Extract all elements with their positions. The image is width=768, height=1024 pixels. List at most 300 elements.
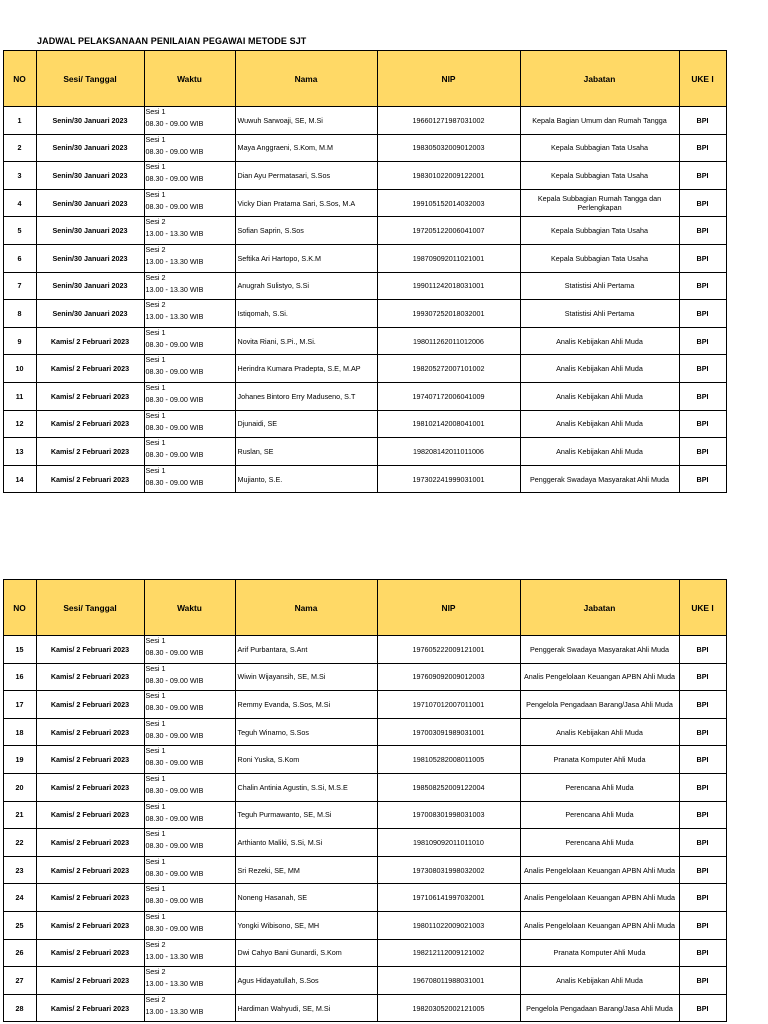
- cell-sesi-tanggal: Senin/30 Januari 2023: [36, 189, 144, 217]
- cell-nip: 196601271987031002: [377, 107, 520, 135]
- cell-waktu: [144, 244, 235, 272]
- cell-nip: 197205122006041007: [377, 217, 520, 245]
- cell-uke: BPI: [679, 410, 726, 438]
- cell-sesi-tanggal: Kamis/ 2 Februari 2023: [36, 967, 144, 995]
- cell-waktu: [144, 691, 235, 719]
- cell-no: 15: [3, 636, 36, 664]
- cell-nip: 198305032009012003: [377, 134, 520, 162]
- cell-nama: Novita Riani, S.Pi., M.Si.: [235, 327, 377, 355]
- table-row: [0, 663, 726, 691]
- time-range: 08.30 - 09.00 WIB: [145, 339, 204, 349]
- cell-no: 5: [3, 217, 36, 245]
- cell-jabatan: Analis Kebijakan Ahli Muda: [520, 410, 679, 438]
- cell-sesi-tanggal: Kamis/ 2 Februari 2023: [36, 465, 144, 493]
- cell-nip: 198105282008011005: [377, 746, 520, 774]
- cell-nip: 197107012007011001: [377, 691, 520, 719]
- cell-uke: BPI: [679, 829, 726, 857]
- cell-nama: Dwi Cahyo Bani Gunardi, S.Kom: [235, 939, 377, 967]
- time-range: 08.30 - 09.00 WIB: [145, 758, 204, 768]
- sesi-label: Sesi 1: [145, 691, 166, 701]
- cell-uke: BPI: [679, 300, 726, 328]
- cell-waktu: [144, 107, 235, 135]
- sesi-label: Sesi 2: [145, 300, 166, 310]
- cell-waktu: [144, 327, 235, 355]
- cell-nip: 198205272007101002: [377, 355, 520, 383]
- cell-waktu: [144, 829, 235, 857]
- time-range: 08.30 - 09.00 WIB: [145, 841, 204, 851]
- cell-no: 20: [3, 773, 36, 801]
- cell-sesi-tanggal: Kamis/ 2 Februari 2023: [36, 884, 144, 912]
- cell-jabatan: Analis Kebijakan Ahli Muda: [520, 438, 679, 466]
- cell-no: 26: [3, 939, 36, 967]
- cell-uke: BPI: [679, 911, 726, 939]
- cell-nama: Noneng Hasanah, SE: [235, 884, 377, 912]
- cell-nama: Herindra Kumara Pradepta, S.E, M.AP: [235, 355, 377, 383]
- cell-waktu: [144, 300, 235, 328]
- table-row: [0, 355, 726, 383]
- cell-no: 7: [3, 272, 36, 300]
- sesi-label: Sesi 2: [145, 272, 166, 282]
- sesi-label: Sesi 1: [145, 382, 166, 392]
- cell-nama: Anugrah Sulistyo, S.Si: [235, 272, 377, 300]
- sesi-label: Sesi 1: [145, 438, 166, 448]
- cell-nip: 198102142008041001: [377, 410, 520, 438]
- cell-sesi-tanggal: Kamis/ 2 Februari 2023: [36, 355, 144, 383]
- schedule-table-2: [0, 579, 727, 1022]
- header-no: NO: [3, 51, 36, 107]
- table-row: [0, 189, 726, 217]
- time-range: 08.30 - 09.00 WIB: [145, 648, 204, 657]
- header-jabatan: Jabatan: [520, 580, 679, 636]
- cell-nip: 198208142011011006: [377, 438, 520, 466]
- cell-jabatan: Penggerak Swadaya Masyarakat Ahli Muda: [520, 636, 679, 664]
- cell-nip: 198709092011021001: [377, 244, 520, 272]
- sesi-label: Sesi 1: [145, 911, 166, 921]
- time-range: 13.00 - 13.30 WIB: [145, 979, 204, 989]
- cell-waktu: [144, 663, 235, 691]
- cell-waktu: [144, 994, 235, 1022]
- cell-uke: BPI: [679, 244, 726, 272]
- cell-nip: 197008301998031003: [377, 801, 520, 829]
- cell-sesi-tanggal: Senin/30 Januari 2023: [36, 134, 144, 162]
- cell-nip: 197003091989031001: [377, 718, 520, 746]
- cell-jabatan: Perencana Ahli Muda: [520, 801, 679, 829]
- cell-jabatan: Pengelola Pengadaan Barang/Jasa Ahli Muda: [520, 994, 679, 1022]
- cell-uke: BPI: [679, 663, 726, 691]
- cell-no: 22: [3, 829, 36, 857]
- cell-sesi-tanggal: Kamis/ 2 Februari 2023: [36, 773, 144, 801]
- cell-nip: 199307252018032001: [377, 300, 520, 328]
- cell-no: 10: [3, 355, 36, 383]
- cell-sesi-tanggal: Kamis/ 2 Februari 2023: [36, 691, 144, 719]
- cell-sesi-tanggal: Senin/30 Januari 2023: [36, 272, 144, 300]
- cell-nama: Istiqomah, S.Si.: [235, 300, 377, 328]
- cell-sesi-tanggal: Kamis/ 2 Februari 2023: [36, 829, 144, 857]
- cell-nip: 197609092009012003: [377, 663, 520, 691]
- cell-nip: 197308031998032002: [377, 856, 520, 884]
- cell-uke: BPI: [679, 939, 726, 967]
- time-range: 13.00 - 13.30 WIB: [145, 312, 204, 322]
- cell-sesi-tanggal: Kamis/ 2 Februari 2023: [36, 911, 144, 939]
- cell-jabatan: Statistisi Ahli Pertama: [520, 300, 679, 328]
- cell-nip: 198109092011011010: [377, 829, 520, 857]
- time-range: 08.30 - 09.00 WIB: [145, 675, 204, 685]
- cell-uke: BPI: [679, 438, 726, 466]
- cell-no: 4: [3, 189, 36, 217]
- time-range: 08.30 - 09.00 WIB: [145, 201, 204, 211]
- cell-no: 12: [3, 410, 36, 438]
- table-row: [0, 884, 726, 912]
- cell-uke: BPI: [679, 691, 726, 719]
- cell-waktu: [144, 967, 235, 995]
- cell-waktu: [144, 272, 235, 300]
- cell-uke: BPI: [679, 994, 726, 1022]
- cell-nama: Chalin Antinia Agustin, S.Si, M.S.E: [235, 773, 377, 801]
- sesi-label: Sesi 1: [145, 327, 166, 337]
- table-row: [0, 939, 726, 967]
- cell-uke: BPI: [679, 107, 726, 135]
- time-range: 13.00 - 13.30 WIB: [145, 951, 204, 961]
- cell-sesi-tanggal: Kamis/ 2 Februari 2023: [36, 663, 144, 691]
- cell-uke: BPI: [679, 382, 726, 410]
- cell-nip: 197106141997032001: [377, 884, 520, 912]
- time-range: 08.30 - 09.00 WIB: [145, 146, 204, 156]
- cell-sesi-tanggal: Senin/30 Januari 2023: [36, 300, 144, 328]
- table-row: [0, 382, 726, 410]
- document-title: JADWAL PELAKSANAAN PENILAIAN PEGAWAI METODE SJT: [37, 36, 307, 46]
- table-row: [0, 773, 726, 801]
- cell-nama: Sofian Saprin, S.Sos: [235, 217, 377, 245]
- time-range: 08.30 - 09.00 WIB: [145, 394, 204, 404]
- cell-nama: Remmy Evanda, S.Sos, M.Si: [235, 691, 377, 719]
- cell-no: 21: [3, 801, 36, 829]
- cell-sesi-tanggal: Kamis/ 2 Februari 2023: [36, 410, 144, 438]
- table-header-row: [0, 51, 726, 107]
- cell-jabatan: Analis Kebijakan Ahli Muda: [520, 967, 679, 995]
- time-range: 13.00 - 13.30 WIB: [145, 229, 204, 239]
- time-range: 08.30 - 09.00 WIB: [145, 477, 204, 487]
- cell-jabatan: Analis Kebijakan Ahli Muda: [520, 382, 679, 410]
- table-row: [0, 272, 726, 300]
- cell-nama: Agus Hidayatullah, S.Sos: [235, 967, 377, 995]
- cell-no: 11: [3, 382, 36, 410]
- cell-uke: BPI: [679, 856, 726, 884]
- table-header-row: [0, 580, 726, 636]
- sesi-label: Sesi 2: [145, 939, 166, 949]
- sesi-label: Sesi 1: [145, 773, 166, 783]
- cell-sesi-tanggal: Kamis/ 2 Februari 2023: [36, 438, 144, 466]
- time-range: 08.30 - 09.00 WIB: [145, 422, 204, 432]
- sesi-label: Sesi 1: [145, 829, 166, 839]
- time-range: 08.30 - 09.00 WIB: [145, 896, 204, 906]
- cell-uke: BPI: [679, 801, 726, 829]
- cell-jabatan: Analis Kebijakan Ahli Muda: [520, 355, 679, 383]
- cell-nip: 198011262011012006: [377, 327, 520, 355]
- header-uke: UKE I: [679, 51, 726, 107]
- cell-jabatan: Pranata Komputer Ahli Muda: [520, 939, 679, 967]
- cell-jabatan: Kepala Subbagian Rumah Tangga dan Perlengkapan: [520, 189, 679, 217]
- schedule-table-1: [0, 50, 727, 493]
- cell-waktu: [144, 382, 235, 410]
- sesi-label: Sesi 1: [145, 801, 166, 811]
- cell-no: 3: [3, 162, 36, 190]
- cell-nama: Seftika Ari Hartopo, S.K.M: [235, 244, 377, 272]
- cell-nama: Johanes Bintoro Erry Maduseno, S.T: [235, 382, 377, 410]
- time-range: 08.30 - 09.00 WIB: [145, 450, 204, 460]
- table-row: [0, 994, 726, 1022]
- cell-jabatan: Kepala Bagian Umum dan Rumah Tangga: [520, 107, 679, 135]
- cell-no: 23: [3, 856, 36, 884]
- cell-waktu: [144, 465, 235, 493]
- time-range: 13.00 - 13.30 WIB: [145, 256, 204, 266]
- table-row: [0, 244, 726, 272]
- time-range: 08.30 - 09.00 WIB: [145, 174, 204, 184]
- cell-no: 13: [3, 438, 36, 466]
- sesi-label: Sesi 1: [145, 355, 166, 365]
- header-no: NO: [3, 580, 36, 636]
- cell-waktu: [144, 856, 235, 884]
- time-range: 08.30 - 09.00 WIB: [145, 868, 204, 878]
- table-row: [0, 107, 726, 135]
- table-row: [0, 967, 726, 995]
- cell-uke: BPI: [679, 189, 726, 217]
- cell-no: 14: [3, 465, 36, 493]
- cell-waktu: [144, 939, 235, 967]
- cell-nama: Wuwuh Sarwoaji, SE, M.Si: [235, 107, 377, 135]
- cell-nama: Arif Purbantara, S.Ant: [235, 636, 377, 664]
- cell-waktu: [144, 162, 235, 190]
- cell-waktu: [144, 801, 235, 829]
- sesi-label: Sesi 1: [145, 162, 166, 172]
- header-uke: UKE I: [679, 580, 726, 636]
- table-row: [0, 438, 726, 466]
- cell-jabatan: Analis Pengelolaan Keuangan APBN Ahli Muda: [520, 911, 679, 939]
- cell-jabatan: Statistisi Ahli Pertama: [520, 272, 679, 300]
- cell-nama: Djunaidi, SE: [235, 410, 377, 438]
- cell-nama: Vicky Dian Pratama Sari, S.Sos, M.A: [235, 189, 377, 217]
- cell-sesi-tanggal: Kamis/ 2 Februari 2023: [36, 636, 144, 664]
- cell-uke: BPI: [679, 217, 726, 245]
- cell-no: 8: [3, 300, 36, 328]
- cell-sesi-tanggal: Kamis/ 2 Februari 2023: [36, 746, 144, 774]
- cell-jabatan: Analis Pengelolaan Keuangan APBN Ahli Muda: [520, 663, 679, 691]
- cell-jabatan: Perencana Ahli Muda: [520, 829, 679, 857]
- cell-nip: 197605222009121001: [377, 636, 520, 664]
- time-range: 08.30 - 09.00 WIB: [145, 367, 204, 377]
- cell-waktu: [144, 718, 235, 746]
- cell-nama: Dian Ayu Permatasari, S.Sos: [235, 162, 377, 190]
- header-sesi-tanggal: Sesi/ Tanggal: [36, 51, 144, 107]
- time-range: 08.30 - 09.00 WIB: [145, 923, 204, 933]
- cell-jabatan: Analis Pengelolaan Keuangan APBN Ahli Muda: [520, 884, 679, 912]
- cell-no: 16: [3, 663, 36, 691]
- cell-nama: Hardiman Wahyudi, SE, M.Si: [235, 994, 377, 1022]
- cell-no: 9: [3, 327, 36, 355]
- sesi-label: Sesi 1: [145, 134, 166, 144]
- cell-jabatan: Pengelola Pengadaan Barang/Jasa Ahli Muda: [520, 691, 679, 719]
- cell-nip: 198011022009021003: [377, 911, 520, 939]
- cell-uke: BPI: [679, 718, 726, 746]
- sesi-label: Sesi 2: [145, 244, 166, 254]
- time-range: 13.00 - 13.30 WIB: [145, 284, 204, 294]
- time-range: 08.30 - 09.00 WIB: [145, 813, 204, 823]
- cell-uke: BPI: [679, 162, 726, 190]
- table-row: [0, 300, 726, 328]
- table-row: [0, 691, 726, 719]
- cell-waktu: [144, 134, 235, 162]
- table-row: [0, 134, 726, 162]
- table-body-2: [0, 636, 726, 1022]
- cell-waktu: [144, 911, 235, 939]
- time-range: 08.30 - 09.00 WIB: [145, 119, 204, 128]
- sesi-label: Sesi 1: [145, 189, 166, 199]
- sesi-label: Sesi 1: [145, 884, 166, 894]
- sesi-label: Sesi 1: [145, 636, 166, 645]
- table-row: [0, 465, 726, 493]
- cell-waktu: [144, 355, 235, 383]
- sesi-label: Sesi 1: [145, 718, 166, 728]
- cell-nip: 198508252009122004: [377, 773, 520, 801]
- cell-jabatan: Kepala Subbagian Tata Usaha: [520, 134, 679, 162]
- cell-jabatan: Kepala Subbagian Tata Usaha: [520, 217, 679, 245]
- cell-uke: BPI: [679, 746, 726, 774]
- cell-sesi-tanggal: Senin/30 Januari 2023: [36, 107, 144, 135]
- cell-nip: 199011242018031001: [377, 272, 520, 300]
- cell-jabatan: Kepala Subbagian Tata Usaha: [520, 244, 679, 272]
- cell-nip: 197302241999031001: [377, 465, 520, 493]
- sesi-label: Sesi 1: [145, 107, 166, 116]
- cell-uke: BPI: [679, 636, 726, 664]
- sesi-label: Sesi 1: [145, 746, 166, 756]
- cell-jabatan: Pranata Komputer Ahli Muda: [520, 746, 679, 774]
- header-nama: Nama: [235, 580, 377, 636]
- cell-sesi-tanggal: Kamis/ 2 Februari 2023: [36, 718, 144, 746]
- table-row: [0, 829, 726, 857]
- header-nip: NIP: [377, 51, 520, 107]
- cell-uke: BPI: [679, 355, 726, 383]
- header-sesi-tanggal: Sesi/ Tanggal: [36, 580, 144, 636]
- cell-no: 27: [3, 967, 36, 995]
- table-row: [0, 718, 726, 746]
- table-row: [0, 217, 726, 245]
- cell-uke: BPI: [679, 773, 726, 801]
- cell-uke: BPI: [679, 884, 726, 912]
- cell-nama: Teguh Winarno, S.Sos: [235, 718, 377, 746]
- sesi-label: Sesi 1: [145, 663, 166, 673]
- time-range: 08.30 - 09.00 WIB: [145, 785, 204, 795]
- cell-nama: Sri Rezeki, SE, MM: [235, 856, 377, 884]
- cell-no: 19: [3, 746, 36, 774]
- header-jabatan: Jabatan: [520, 51, 679, 107]
- cell-nip: 198301022009122001: [377, 162, 520, 190]
- cell-uke: BPI: [679, 967, 726, 995]
- header-nip: NIP: [377, 580, 520, 636]
- cell-nip: 199105152014032003: [377, 189, 520, 217]
- table-row: [0, 162, 726, 190]
- table-row: [0, 911, 726, 939]
- cell-nama: Teguh Purmawanto, SE, M.Si: [235, 801, 377, 829]
- table-row: [0, 746, 726, 774]
- cell-jabatan: Kepala Subbagian Tata Usaha: [520, 162, 679, 190]
- table-body-1: [0, 107, 726, 493]
- cell-jabatan: Penggerak Swadaya Masyarakat Ahli Muda: [520, 465, 679, 493]
- sesi-label: Sesi 1: [145, 410, 166, 420]
- cell-no: 25: [3, 911, 36, 939]
- cell-sesi-tanggal: Kamis/ 2 Februari 2023: [36, 327, 144, 355]
- header-waktu: Waktu: [144, 51, 235, 107]
- cell-sesi-tanggal: Kamis/ 2 Februari 2023: [36, 994, 144, 1022]
- cell-jabatan: Perencana Ahli Muda: [520, 773, 679, 801]
- cell-sesi-tanggal: Kamis/ 2 Februari 2023: [36, 801, 144, 829]
- cell-nip: 196708011988031001: [377, 967, 520, 995]
- cell-no: 6: [3, 244, 36, 272]
- cell-waktu: [144, 438, 235, 466]
- header-waktu: Waktu: [144, 580, 235, 636]
- time-range: 08.30 - 09.00 WIB: [145, 703, 204, 713]
- cell-sesi-tanggal: Kamis/ 2 Februari 2023: [36, 382, 144, 410]
- cell-nama: Mujianto, S.E.: [235, 465, 377, 493]
- cell-no: 18: [3, 718, 36, 746]
- cell-sesi-tanggal: Kamis/ 2 Februari 2023: [36, 939, 144, 967]
- time-range: 13.00 - 13.30 WIB: [145, 1006, 204, 1016]
- cell-waktu: [144, 217, 235, 245]
- cell-nama: Ruslan, SE: [235, 438, 377, 466]
- cell-sesi-tanggal: Senin/30 Januari 2023: [36, 244, 144, 272]
- cell-nip: 198203052002121005: [377, 994, 520, 1022]
- cell-uke: BPI: [679, 465, 726, 493]
- cell-no: 2: [3, 134, 36, 162]
- cell-no: 28: [3, 994, 36, 1022]
- cell-jabatan: Analis Kebijakan Ahli Muda: [520, 327, 679, 355]
- cell-nama: Maya Anggraeni, S.Kom, M.M: [235, 134, 377, 162]
- table-row: [0, 856, 726, 884]
- table-row: [0, 801, 726, 829]
- cell-waktu: [144, 884, 235, 912]
- cell-jabatan: Analis Pengelolaan Keuangan APBN Ahli Muda: [520, 856, 679, 884]
- cell-nip: 198212112009121002: [377, 939, 520, 967]
- cell-nama: Wiwin Wijayansih, SE, M.Si: [235, 663, 377, 691]
- cell-no: 24: [3, 884, 36, 912]
- cell-no: 1: [3, 107, 36, 135]
- table-row: [0, 327, 726, 355]
- cell-sesi-tanggal: Senin/30 Januari 2023: [36, 217, 144, 245]
- cell-uke: BPI: [679, 272, 726, 300]
- time-range: 08.30 - 09.00 WIB: [145, 730, 204, 740]
- sesi-label: Sesi 1: [145, 465, 166, 475]
- cell-nip: 197407172006041009: [377, 382, 520, 410]
- cell-waktu: [144, 636, 235, 664]
- cell-jabatan: Analis Kebijakan Ahli Muda: [520, 718, 679, 746]
- sesi-label: Sesi 2: [145, 217, 166, 227]
- cell-nama: Roni Yuska, S.Kom: [235, 746, 377, 774]
- sesi-label: Sesi 1: [145, 856, 166, 866]
- table-row: [0, 636, 726, 664]
- table-row: [0, 410, 726, 438]
- cell-waktu: [144, 746, 235, 774]
- sesi-label: Sesi 2: [145, 994, 166, 1004]
- cell-nama: Arthianto Maliki, S.Si, M.Si: [235, 829, 377, 857]
- cell-waktu: [144, 773, 235, 801]
- cell-nama: Yongki Wibisono, SE, MH: [235, 911, 377, 939]
- cell-sesi-tanggal: Kamis/ 2 Februari 2023: [36, 856, 144, 884]
- header-nama: Nama: [235, 51, 377, 107]
- cell-sesi-tanggal: Senin/30 Januari 2023: [36, 162, 144, 190]
- cell-no: 17: [3, 691, 36, 719]
- cell-waktu: [144, 189, 235, 217]
- cell-uke: BPI: [679, 327, 726, 355]
- cell-waktu: [144, 410, 235, 438]
- sesi-label: Sesi 2: [145, 967, 166, 977]
